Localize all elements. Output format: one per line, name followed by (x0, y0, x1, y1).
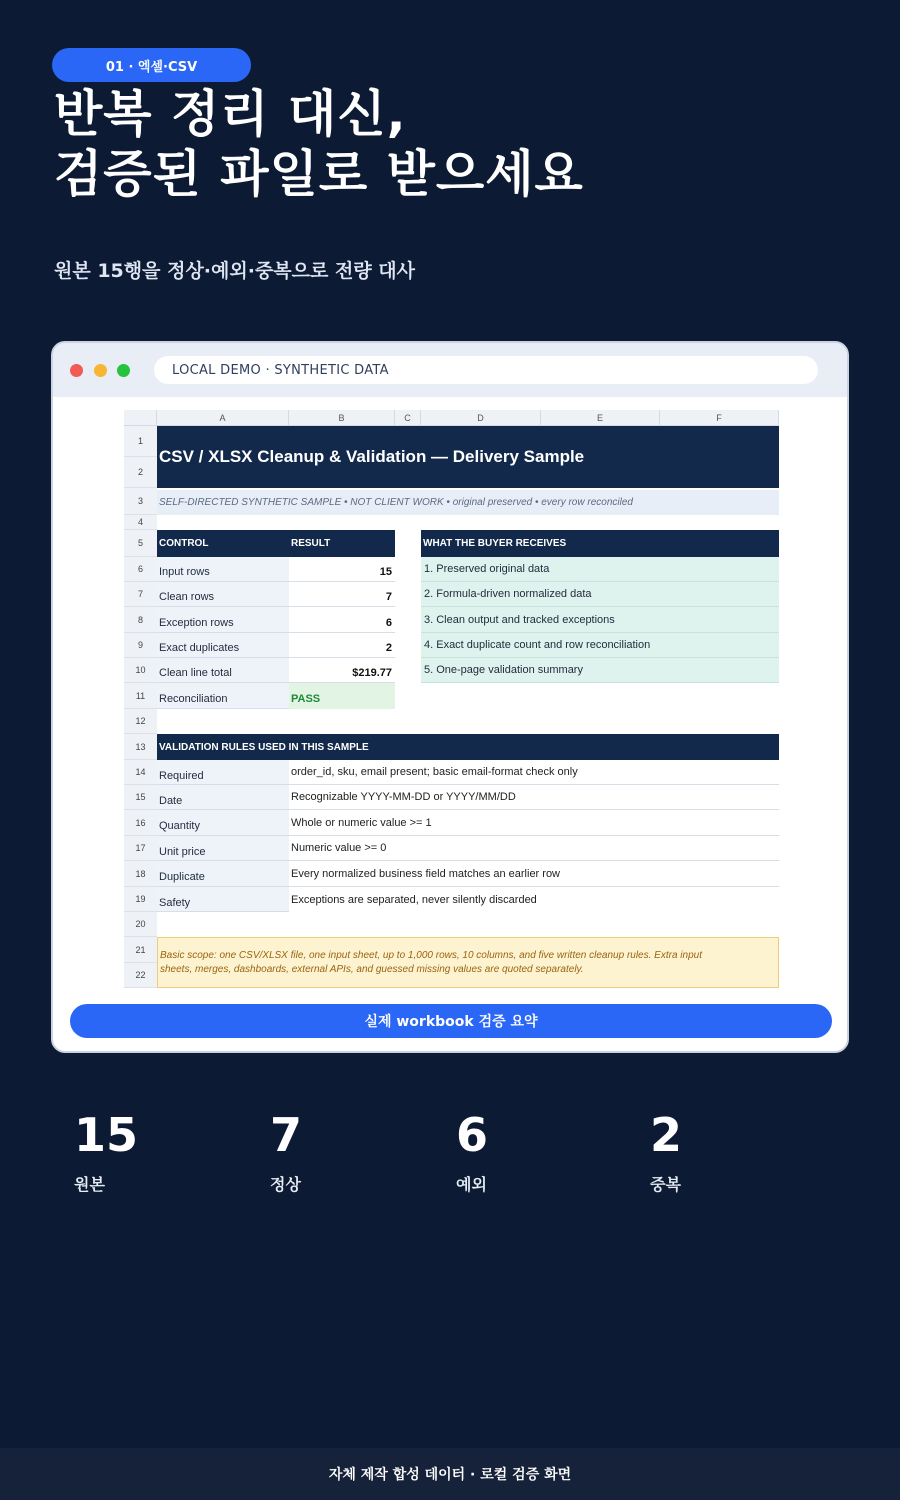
row-header-20[interactable]: 20 (124, 912, 157, 937)
control-label-clean-rows[interactable]: Clean rows (157, 582, 289, 607)
control-value-input-rows[interactable]: 15 (289, 557, 395, 582)
control-label-exception-rows[interactable]: Exception rows (157, 607, 289, 633)
rule-desc-safety[interactable]: Exceptions are separated, never silently discarded (291, 893, 537, 906)
row-header-13[interactable]: 13 (124, 734, 157, 760)
row-header-1[interactable]: 1 (124, 426, 157, 457)
rule-desc-duplicate[interactable]: Every normalized business field matches an earlier row (289, 861, 779, 887)
row-header-7[interactable]: 7 (124, 582, 157, 607)
column-header-e[interactable]: E (541, 410, 660, 426)
receives-item-4[interactable]: 4. Exact duplicate count and row reconciliation (421, 633, 779, 658)
stat-clean (270, 1108, 302, 1195)
row-header-12[interactable]: 12 (124, 709, 157, 734)
stat-original (74, 1108, 138, 1195)
rule-label-duplicate[interactable]: Duplicate (157, 861, 289, 887)
rule-label-safety[interactable]: Safety (157, 887, 289, 912)
rule-label-quantity[interactable]: Quantity (157, 810, 289, 836)
workbook-summary-button[interactable]: 실제 workbook 검증 요약 (70, 1004, 832, 1038)
stat-exception-value: 6 (456, 1108, 489, 1162)
scope-note-line-2: sheets, merges, dashboards, external APIs, and guessed missing values are quoted separately. (160, 963, 584, 975)
row-header-9[interactable]: 9 (124, 633, 157, 658)
rule-label-unit-price[interactable]: Unit price (157, 836, 289, 861)
row-header-18[interactable]: 18 (124, 861, 157, 887)
row-header-6[interactable]: 6 (124, 557, 157, 582)
hero-title-line-2: 검증된 파일로 받으세요 (54, 145, 584, 203)
row-header-5[interactable]: 5 (124, 530, 157, 557)
control-value-clean-line-total[interactable]: $219.77 (289, 658, 395, 683)
scope-note[interactable] (157, 937, 779, 988)
hero-title-line-1: 반복 정리 대신, (54, 85, 407, 143)
receives-item-5[interactable]: 5. One-page validation summary (421, 658, 779, 683)
row-header-22[interactable]: 22 (124, 963, 157, 988)
row-header-2[interactable]: 2 (124, 457, 157, 488)
stat-duplicate-value: 2 (650, 1108, 683, 1162)
footer-caption: 자체 제작 합성 데이터 · 로컬 검증 화면 (0, 1448, 900, 1500)
row-header-15[interactable]: 15 (124, 785, 157, 810)
receives-header[interactable]: WHAT THE BUYER RECEIVES (421, 530, 779, 557)
row-header-11[interactable]: 11 (124, 683, 157, 709)
browser-window (51, 341, 849, 1053)
row-header-3[interactable]: 3 (124, 488, 157, 515)
rule-label-date[interactable]: Date (157, 785, 289, 810)
column-header-d[interactable]: D (421, 410, 541, 426)
stat-clean-label: 정상 (270, 1175, 301, 1194)
hero-subtitle: 원본 15행을 정상·예외·중복으로 전량 대사 (54, 260, 415, 282)
receives-item-3[interactable]: 3. Clean output and tracked exceptions (421, 607, 779, 633)
control-value-clean-rows[interactable]: 7 (289, 582, 395, 607)
result-header[interactable]: RESULT (289, 530, 395, 557)
close-window-icon[interactable] (70, 364, 83, 377)
control-header[interactable]: CONTROL (157, 530, 289, 557)
control-value-exception-rows[interactable]: 6 (289, 607, 395, 633)
rule-label-required[interactable]: Required (157, 760, 289, 785)
row-header-10[interactable]: 10 (124, 658, 157, 683)
rules-header[interactable]: VALIDATION RULES USED IN THIS SAMPLE (157, 734, 779, 760)
rule-desc-required[interactable]: order_id, sku, email present; basic email-format check only (289, 760, 779, 785)
rule-desc-quantity[interactable]: Whole or numeric value >= 1 (289, 810, 779, 836)
row-header-14[interactable]: 14 (124, 760, 157, 785)
row-header-19[interactable]: 19 (124, 887, 157, 912)
control-label-clean-line-total[interactable]: Clean line total (157, 658, 289, 683)
stat-exception-label: 예외 (456, 1175, 487, 1194)
maximize-window-icon[interactable] (117, 364, 130, 377)
column-header-b[interactable]: B (289, 410, 395, 426)
address-bar[interactable]: LOCAL DEMO · SYNTHETIC DATA (154, 356, 818, 384)
stat-duplicate (650, 1108, 682, 1195)
receives-item-1[interactable]: 1. Preserved original data (421, 557, 779, 582)
stat-original-label: 원본 (74, 1175, 105, 1194)
scope-note-line-1: Basic scope: one CSV/XLSX file, one input sheet, up to 1,000 rows, 10 columns, and five written cleanup rules. Extra input (160, 949, 702, 961)
receives-item-2[interactable]: 2. Formula-driven normalized data (421, 582, 779, 607)
control-value-reconciliation[interactable]: PASS (289, 683, 395, 709)
hero-title (54, 84, 584, 204)
sheet-corner[interactable] (124, 410, 157, 426)
row-header-16[interactable]: 16 (124, 810, 157, 836)
control-label-exact-duplicates[interactable]: Exact duplicates (157, 633, 289, 658)
stat-clean-value: 7 (270, 1108, 303, 1162)
rule-desc-date[interactable]: Recognizable YYYY-MM-DD or YYYY/MM/DD (289, 785, 779, 810)
rule-desc-unit-price[interactable]: Numeric value >= 0 (289, 836, 779, 861)
control-label-input-rows[interactable]: Input rows (157, 557, 289, 582)
minimize-window-icon[interactable] (94, 364, 107, 377)
browser-toolbar (53, 343, 847, 397)
row-header-8[interactable]: 8 (124, 607, 157, 633)
column-header-f[interactable]: F (660, 410, 779, 426)
row-header-4[interactable]: 4 (124, 515, 157, 530)
row-header-17[interactable]: 17 (124, 836, 157, 861)
row-header-21[interactable]: 21 (124, 937, 157, 963)
stat-duplicate-label: 중복 (650, 1175, 681, 1194)
stat-original-value: 15 (74, 1108, 139, 1162)
control-value-exact-duplicates[interactable]: 2 (289, 633, 395, 658)
stat-exception (456, 1108, 488, 1195)
column-header-a[interactable]: A (157, 410, 289, 426)
sheet-title[interactable]: CSV / XLSX Cleanup & Validation — Delivery Sample (157, 426, 779, 488)
category-badge: 01 · 엑셀·CSV (52, 48, 251, 82)
column-header-c[interactable]: C (395, 410, 421, 426)
control-label-reconciliation[interactable]: Reconciliation (157, 683, 289, 709)
sheet-subtitle[interactable]: SELF-DIRECTED SYNTHETIC SAMPLE • NOT CLIENT WORK • original preserved • every row reconciled (157, 490, 779, 515)
spreadsheet (124, 410, 779, 988)
